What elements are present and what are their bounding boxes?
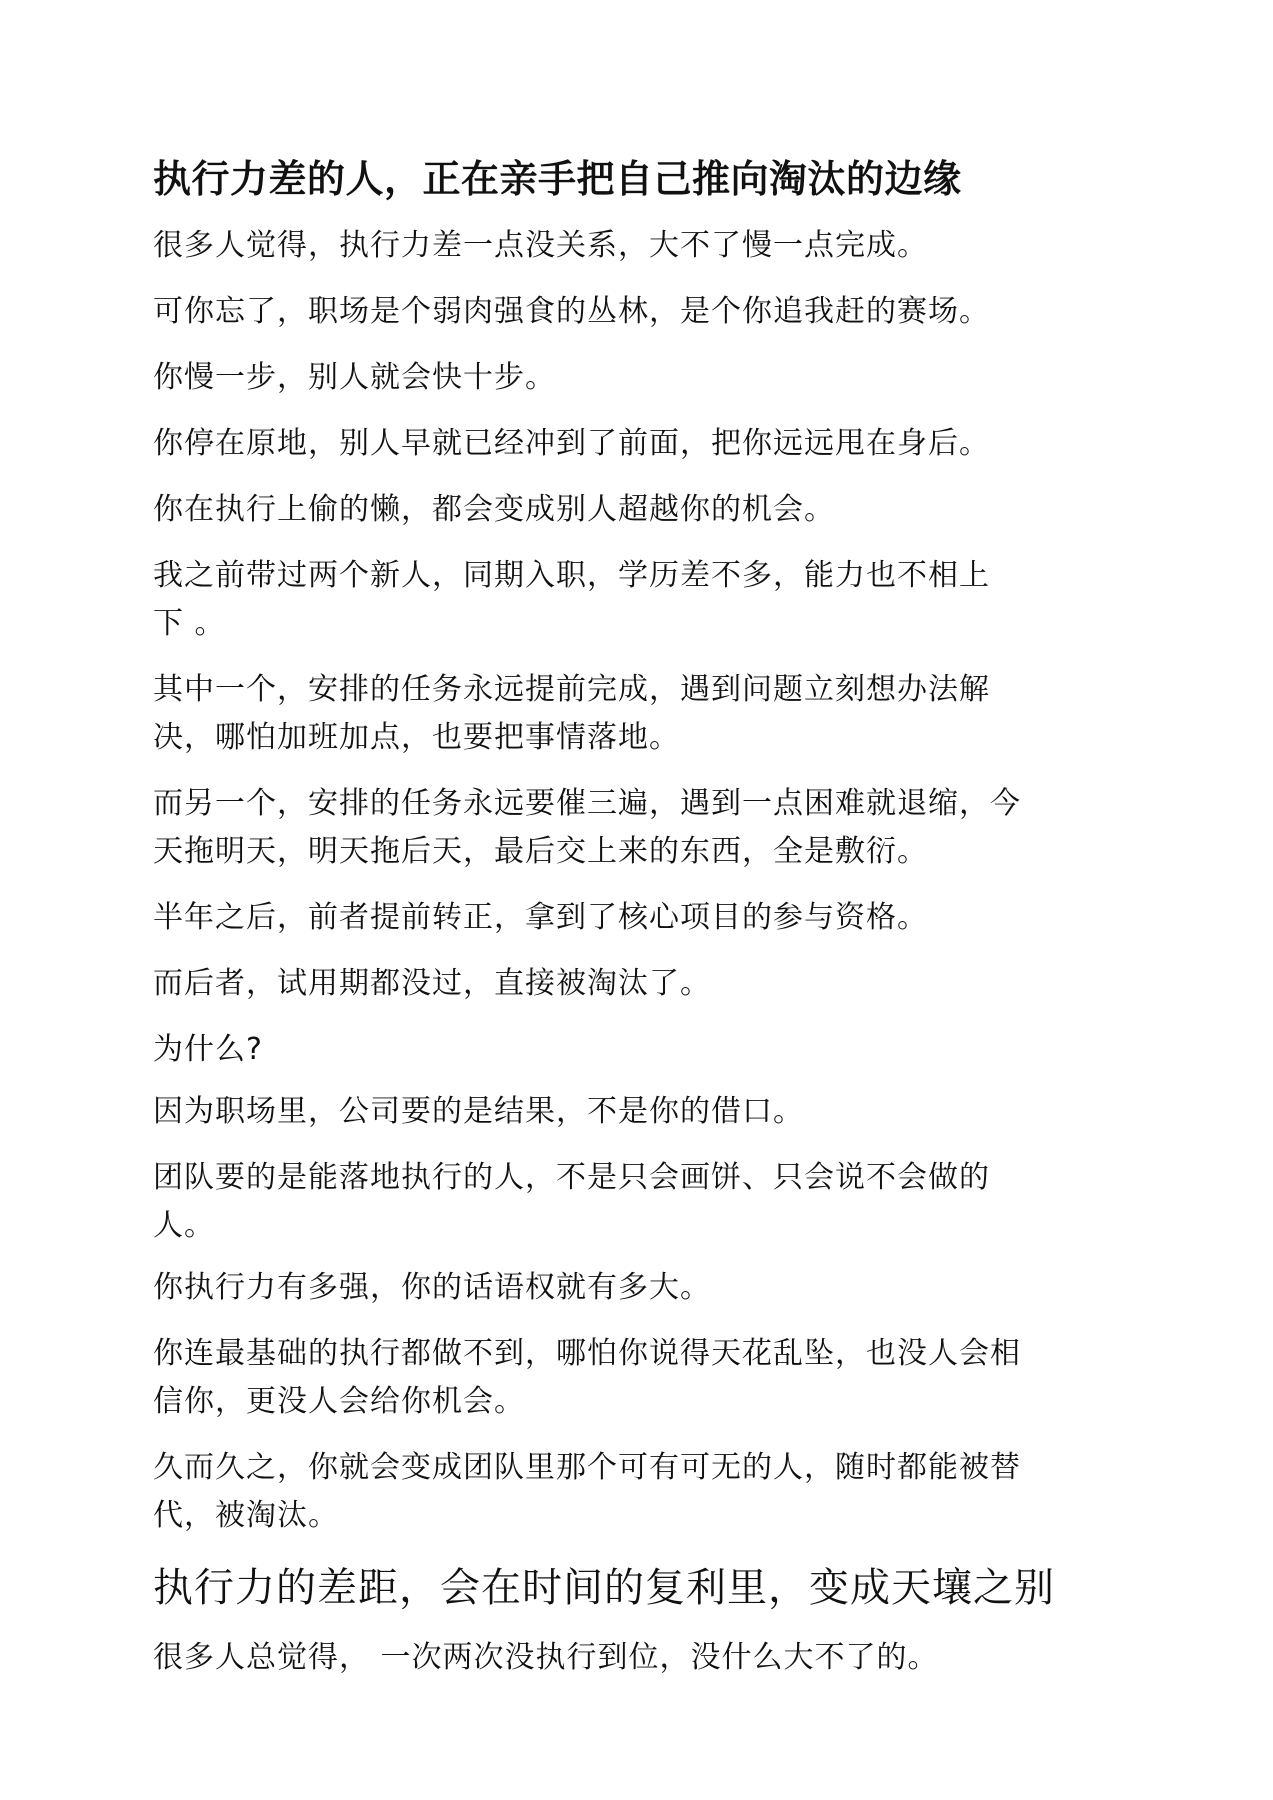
paragraph: 因为职场里，公司要的是结果，不是你的借口。 <box>153 1094 804 1129</box>
article <box>153 150 1113 1700</box>
paragraph: 你执行力有多强，你的话语权就有多大。 <box>153 1270 711 1305</box>
paragraph: 其中一个，安排的任务永远提前完成，遇到问题立刻想办法解 决，哪怕加班加点，也要把事情落地。 <box>153 672 990 755</box>
paragraph: 团队要的是能落地执行的人，不是只会画饼、只会说不会做的 人。 <box>153 1160 990 1243</box>
paragraph: 而另一个，安排的任务永远要催三遍，遇到一点困难就退缩，今 天拖明天，明天拖后天，最后交上来的东西，全是敷衍。 <box>153 786 1021 869</box>
article-title: 执行力差的人，正在亲手把自己推向淘汰的边缘 <box>153 157 962 201</box>
paragraph: 为什么? <box>153 1032 263 1067</box>
paragraph: 半年之后，前者提前转正，拿到了核心项目的参与资格。 <box>153 900 928 935</box>
paragraph: 你慢一步，别人就会快十步。 <box>153 360 556 395</box>
section-heading: 执行力的差距，会在时间的复利里，变成天壤之别 <box>153 1565 1055 1611</box>
paragraph: 很多人觉得，执行力差一点没关系，大不了慢一点完成。 <box>153 228 928 263</box>
paragraph: 而后者，试用期都没过，直接被淘汰了。 <box>153 966 711 1001</box>
paragraph: 久而久之，你就会变成团队里那个可有可无的人，随时都能被替 代，被淘汰。 <box>153 1450 1021 1533</box>
paragraph: 你连最基础的执行都做不到，哪怕你说得天花乱坠，也没人会相 信你，更没人会给你机会。 <box>153 1336 1021 1419</box>
paragraph: 很多人总觉得， 一次两次没执行到位，没什么大不了的。 <box>153 1640 939 1675</box>
paragraph: 可你忘了，职场是个弱肉强食的丛林，是个你追我赶的赛场。 <box>153 294 990 329</box>
paragraph: 你停在原地，别人早就已经冲到了前面，把你远远甩在身后。 <box>153 426 990 461</box>
paragraph: 你在执行上偷的懒，都会变成别人超越你的机会。 <box>153 492 835 527</box>
paragraph: 我之前带过两个新人，同期入职，学历差不多，能力也不相上 下 。 <box>153 558 990 641</box>
